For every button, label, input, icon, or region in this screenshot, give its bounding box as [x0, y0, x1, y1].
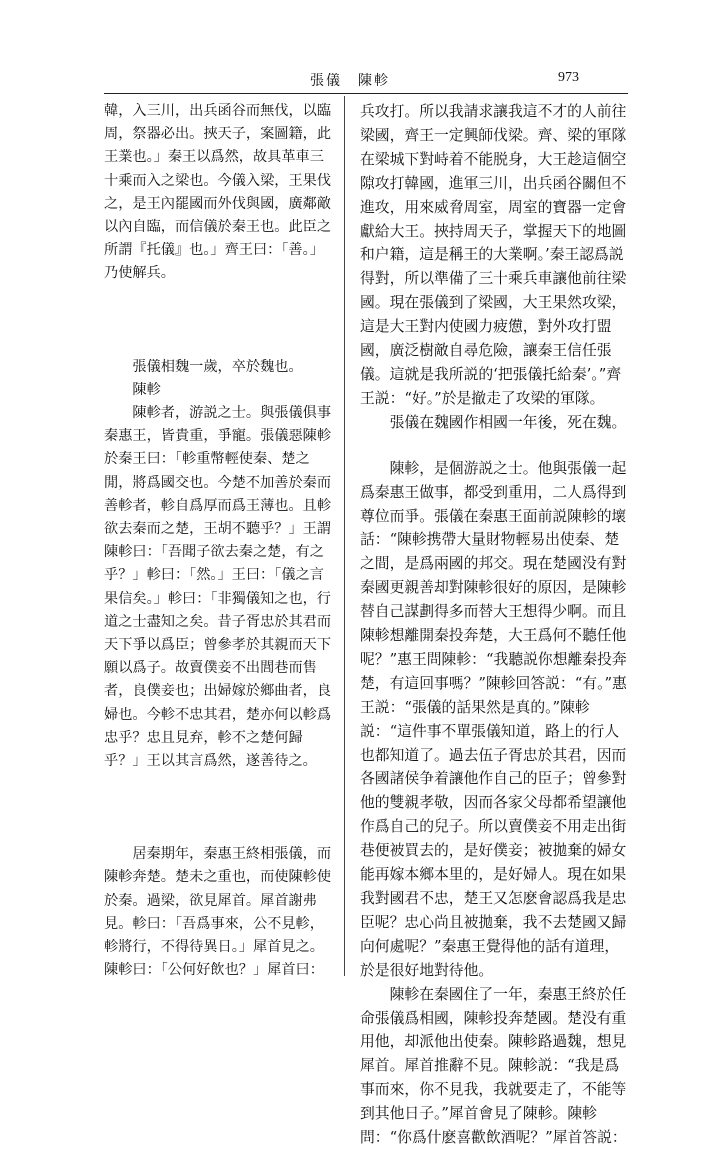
- translation-paragraph-1: 兵攻打。所以我請求讓我這不才的人前往梁國，齊王一定興師伐梁。齊、梁的軍隊在梁城下對峙着不能脱身，大王趁這個空隙攻打韓國，進軍三川，出兵函谷關但不進攻，用來威脅周室，周室的寶器一定會獻給大王。挾持周天子，掌握天下的地圖和户籍，這是稱王的大業啊。’秦王認爲説得對，所以準備了三十乘兵車讓他前往梁國。現在張儀到了梁國，大王果然攻梁，這是大王對内使國力疲憊，對外攻打盟國，廣泛樹敵自尋危險，讓秦王信任張儀。這就是我所説的‘把張儀托給秦’。”齊王説：“好。”於是撤走了攻梁的軍隊。: [360, 103, 627, 407]
- original-text-column: [104, 100, 332, 983]
- column-divider: [344, 96, 345, 976]
- translation-paragraph-3: 陳軫，是個游説之士。他與張儀一起爲秦惠王做事，都受到重用，二人爲得到尊位而爭。張儀在秦惠王面前説陳軫的壞話：“陳軫携帶大量財物輕易出使秦、楚之間，是爲兩國的邦交。現在楚國没有對秦國更親善却對陳軫很好的原因，是陳軫替自己謀劃得多而替大王想得少啊。而且陳軫想離開秦投奔楚，大王爲何不聽任他呢？”惠王問陳軫：“我聽説你想離秦投奔楚，有這回事嗎？”陳軫回答説：“有。”惠王説：“張儀的話果然是真的。”陳軫説：“這件事不單張儀知道，路上的行人也都知道了。過去伍子胥忠於其君，因而各國諸侯争着讓他作自己的臣子；曾參對他的雙親孝敬，因而各家父母都希望讓他作爲自己的兒子。所以賣僕妾不用走出街巷便被買去的，是好僕妾；被拋棄的婦女能再嫁本鄉本里的，是好婦人。現在如果我對國君不忠，楚王又怎麽會認爲我是忠臣呢？忠心尚且被拋棄，我不去楚國又歸向何處呢？”秦惠王覺得他的話有道理，於是很好地對待他。: [360, 459, 627, 979]
- original-paragraph-3: 陳軫者，游説之士。與張儀俱事秦惠王，皆貴重，爭寵。張儀惡陳軫於秦王曰：「軫重幣輕使秦、楚之閒，將爲國交也。今楚不加善於秦而善軫者，軫自爲厚而爲王薄也。且軫欲去秦而之楚，王胡不聽乎？」王謂陳軫曰：「吾聞子欲去秦之楚，有之乎？」軫曰：「然。」王曰：「儀之言果信矣。」軫曰：「非獨儀知之也，行道之士盡知之矣。昔子胥忠於其君而天下爭以爲臣；曾參孝於其親而天下願以爲子。故賣僕妾不出閭巷而售者，良僕妾也；出婦嫁於鄉曲者，良婦也。今軫不忠其君，楚亦何以軫爲忠乎？忠且見弃，軫不之楚何歸乎？」王以其言爲然，遂善待之。: [104, 405, 332, 770]
- header-rule: [104, 93, 628, 94]
- translation-column: [360, 100, 628, 1150]
- paragraph-gap: [104, 286, 332, 356]
- section-heading-chen-zhen: 陳軫: [132, 381, 161, 398]
- page-number: 973: [558, 70, 579, 85]
- page-header: [0, 70, 716, 90]
- translation-paragraph-2: 張儀在魏國作相國一年後，死在魏。: [389, 413, 627, 431]
- original-paragraph-2: 張儀相魏一歲，卒於魏也。: [132, 358, 303, 375]
- original-paragraph-4: 居秦期年，秦惠王終相張儀，而陳軫奔楚。楚未之重也，而使陳軫使於秦。過梁，欲見犀首。犀首謝弗見。軫曰：「吾爲事來，公不見軫，軫將行，不得待異日。」犀首見之。陳軫曰：「公何好飲也？」犀首曰：: [104, 846, 332, 979]
- paragraph-gap: [360, 435, 628, 457]
- running-title: 張儀 陳軫: [310, 73, 390, 89]
- translation-paragraph-4: 陳軫在秦國住了一年，秦惠王終於任命張儀爲相國，陳軫投奔楚國。楚没有重用他，却派他出使秦。陳軫路過魏，想見犀首。犀首推辭不見。陳軫説：“我是爲事而來，你不見我，我就要走了，不能等到其他日子。”犀首會見了陳軫。陳軫問：“你爲什麽喜歡飲酒呢？”犀首答説：: [360, 985, 627, 1147]
- paragraph-gap: [104, 773, 332, 843]
- original-paragraph-1: 韓，入三川，出兵函谷而無伐，以臨周，祭器必出。挾天子，案圖籍，此王業也。」秦王以爲然，故具革車三十乘而入之梁也。今儀入梁，王果伐之，是王內罷國而外伐與國，廣鄰敵以內自臨，而信儀於秦王也。此臣之所謂『托儀』也。」齊王曰：「善。」乃使解兵。: [104, 103, 332, 282]
